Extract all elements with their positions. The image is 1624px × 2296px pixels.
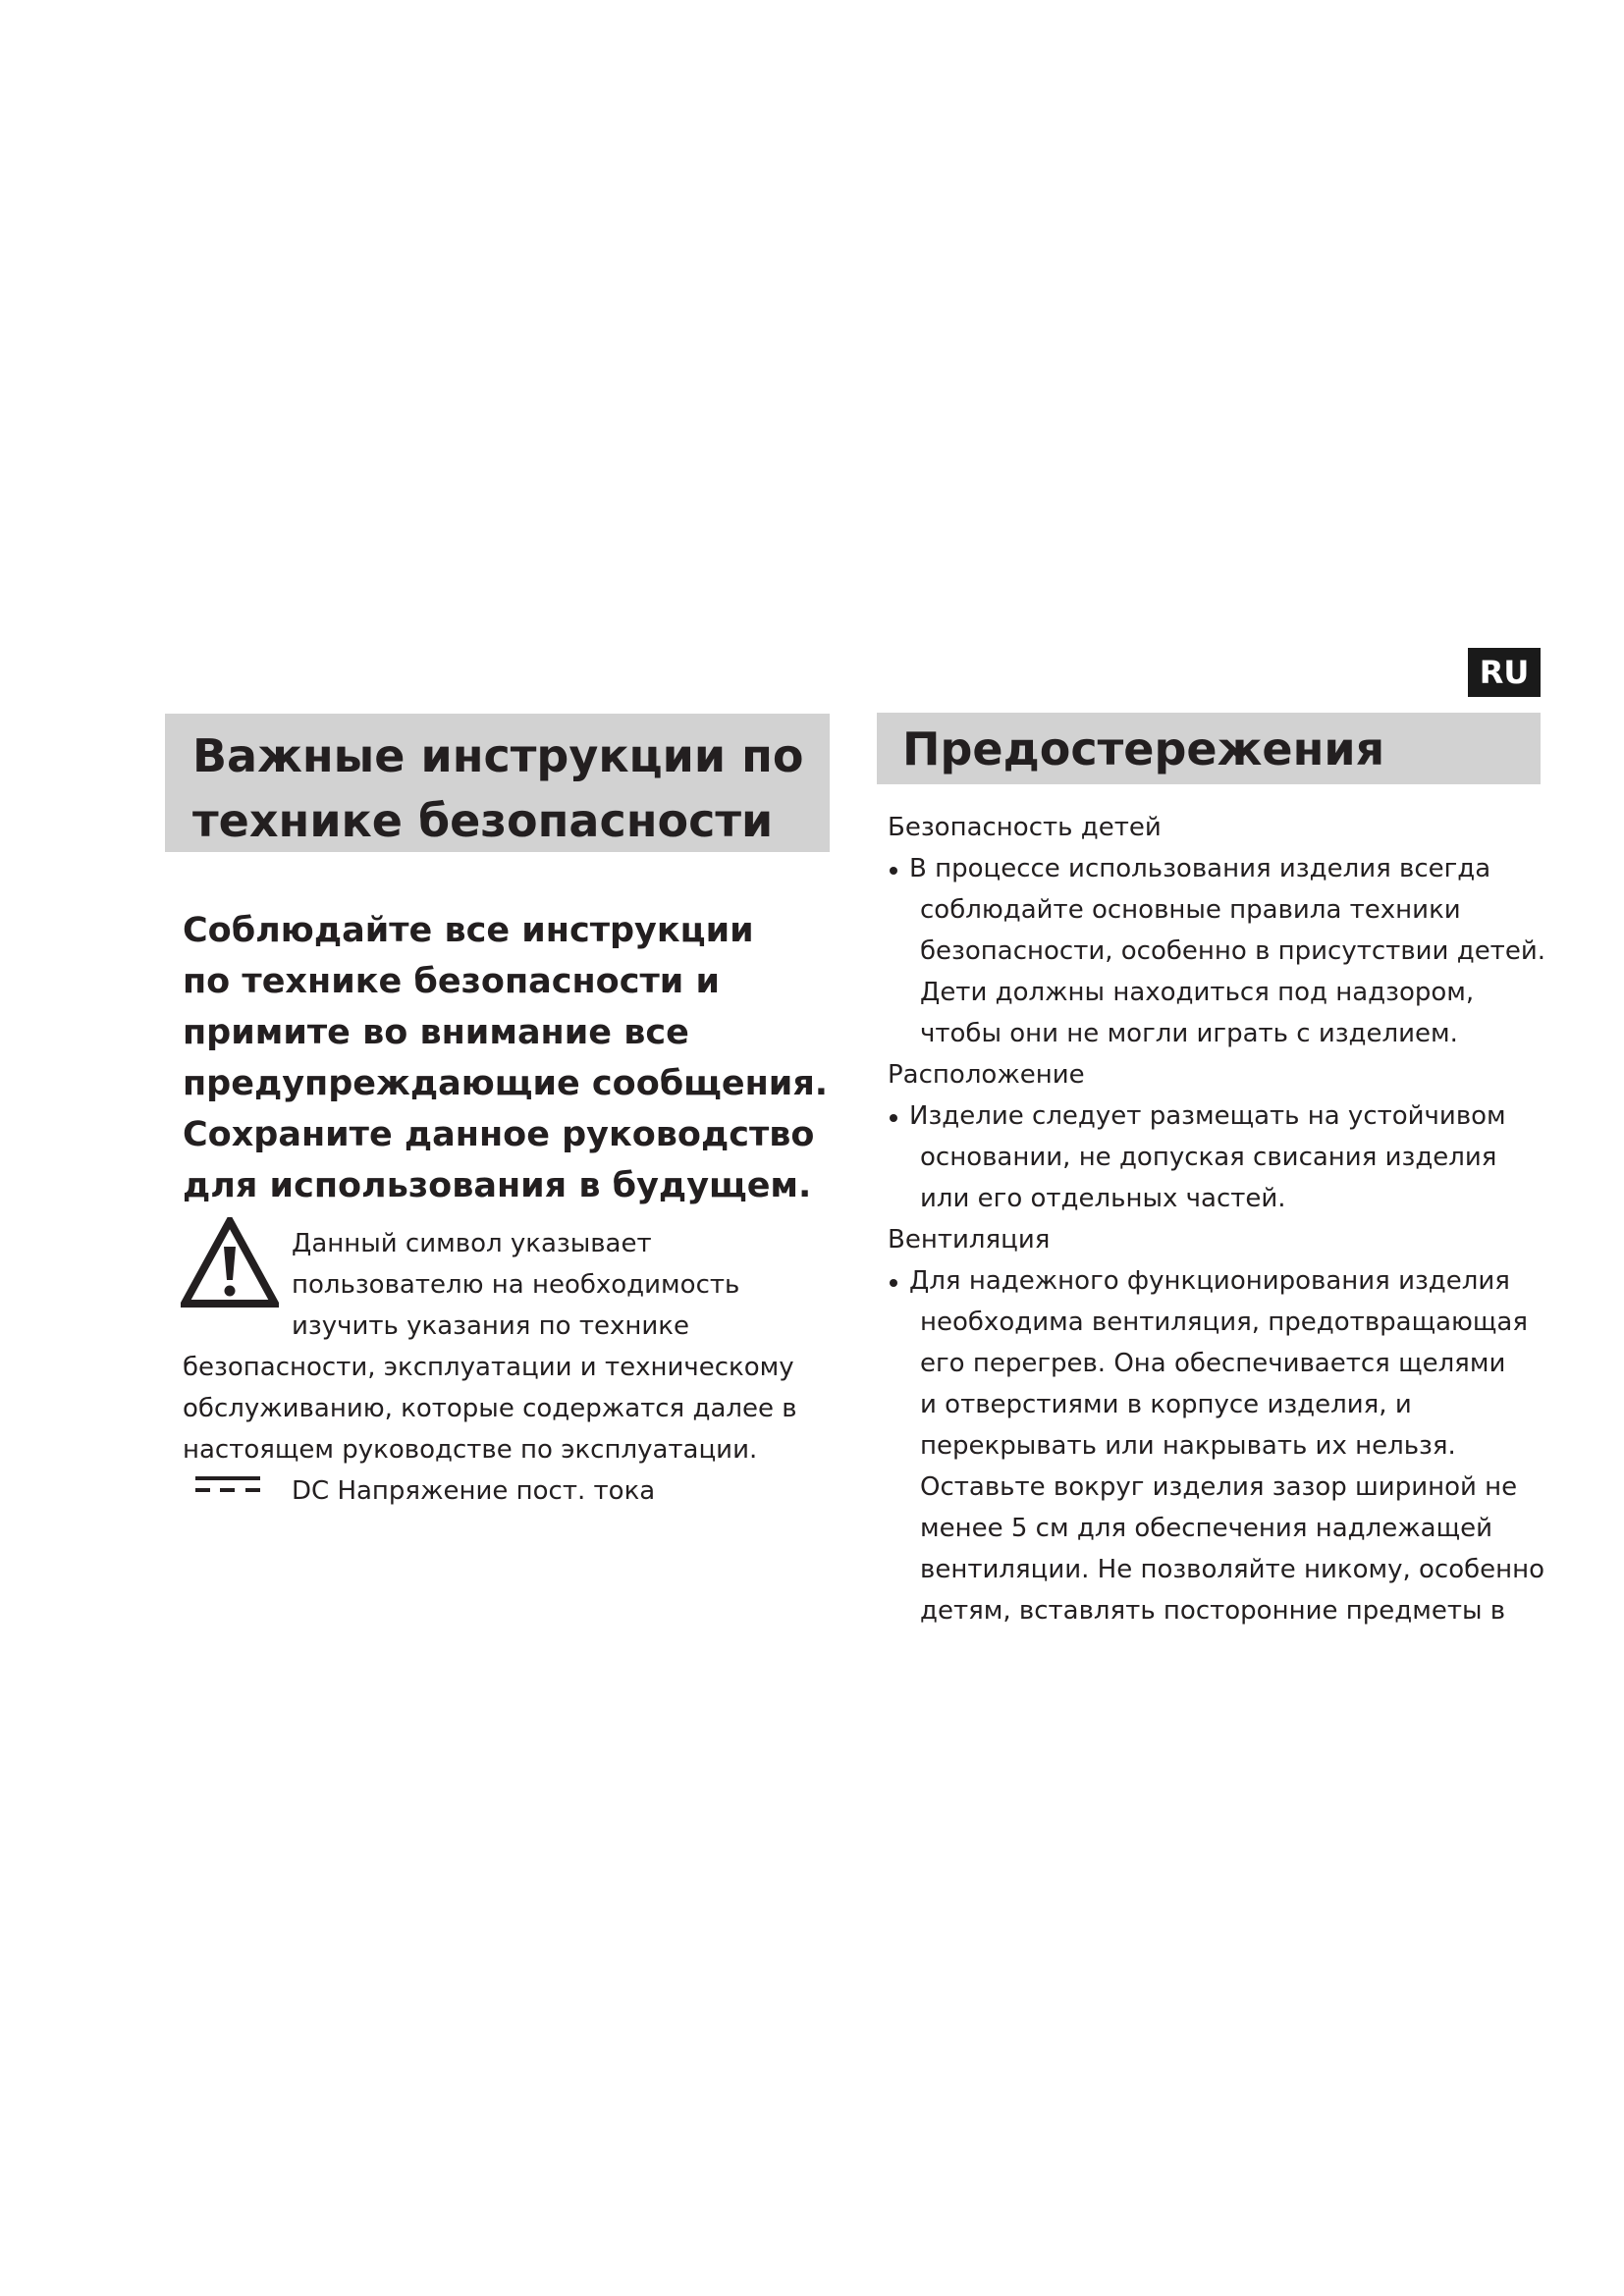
list-item-continuation: или его отдельных частей. — [920, 1184, 1286, 1213]
list-item-continuation: соблюдайте основные правила техники — [920, 895, 1461, 925]
list-item-continuation: и отверстиями в корпусе изделия, и — [920, 1390, 1412, 1419]
safety-instructions-heading — [165, 714, 830, 852]
section-title-child-safety: Безопасность детей — [888, 813, 1162, 842]
precautions-heading: Предостережения — [877, 713, 1541, 784]
section-title-placement: Расположение — [888, 1060, 1085, 1090]
list-item-continuation: Оставьте вокруг изделия зазор шириной не — [920, 1472, 1518, 1502]
warning-triangle-icon — [181, 1217, 279, 1308]
symbol-line: настоящем руководстве по эксплуатации. — [183, 1435, 758, 1465]
notice-line: по технике безопасности и — [183, 962, 720, 1001]
list-item-continuation: перекрывать или накрывать их нельзя. — [920, 1431, 1456, 1461]
symbol-line: безопасности, эксплуатации и техническому — [183, 1353, 794, 1382]
language-badge: RU — [1468, 648, 1541, 697]
symbol-line: пользователю на необходимость — [292, 1270, 740, 1300]
symbol-line: обслуживанию, которые содержатся далее в — [183, 1394, 797, 1423]
list-item-continuation: менее 5 см для обеспечения надлежащей — [920, 1514, 1492, 1543]
list-item-continuation: Дети должны находиться под надзором, — [920, 978, 1475, 1007]
list-item: Для надежного функционирования изделия — [888, 1260, 1555, 1302]
notice-line: предупреждающие сообщения. — [183, 1064, 829, 1103]
notice-line: Соблюдайте все инструкции — [183, 911, 754, 950]
symbol-line: изучить указания по технике — [292, 1311, 689, 1341]
list-item-continuation: необходима вентиляция, предотвращающая — [920, 1308, 1528, 1337]
list-item-continuation: вентиляции. Не позволяйте никому, особенно — [920, 1555, 1545, 1584]
dc-voltage-icon — [193, 1472, 262, 1496]
list-item-continuation: детям, вставлять посторонние предметы в — [920, 1596, 1506, 1626]
heading-line: технике безопасности — [192, 794, 774, 847]
notice-line: Сохраните данное руководство — [183, 1115, 815, 1154]
heading-line: Важные инструкции по — [192, 729, 804, 782]
list-item-continuation: основании, не допуская свисания изделия — [920, 1143, 1497, 1172]
list-item: Изделие следует размещать на устойчивом — [888, 1095, 1555, 1137]
list-item: В процессе использования изделия всегда — [888, 848, 1555, 889]
safety-notice-paragraph — [183, 905, 831, 1211]
precautions-body — [888, 807, 1555, 1631]
symbol-line: Данный символ указывает — [292, 1229, 652, 1258]
dc-voltage-label: DC Напряжение пост. тока — [292, 1476, 656, 1506]
notice-line: примите во внимание все — [183, 1013, 689, 1052]
section-title-ventilation: Вентиляция — [888, 1225, 1051, 1255]
list-item-continuation: чтобы они не могли играть с изделием. — [920, 1019, 1458, 1048]
list-item-continuation: безопасности, особенно в присутствии детей. — [920, 936, 1545, 966]
notice-line: для использования в будущем. — [183, 1166, 812, 1205]
list-item-continuation: его перегрев. Она обеспечивается щелями — [920, 1349, 1506, 1378]
